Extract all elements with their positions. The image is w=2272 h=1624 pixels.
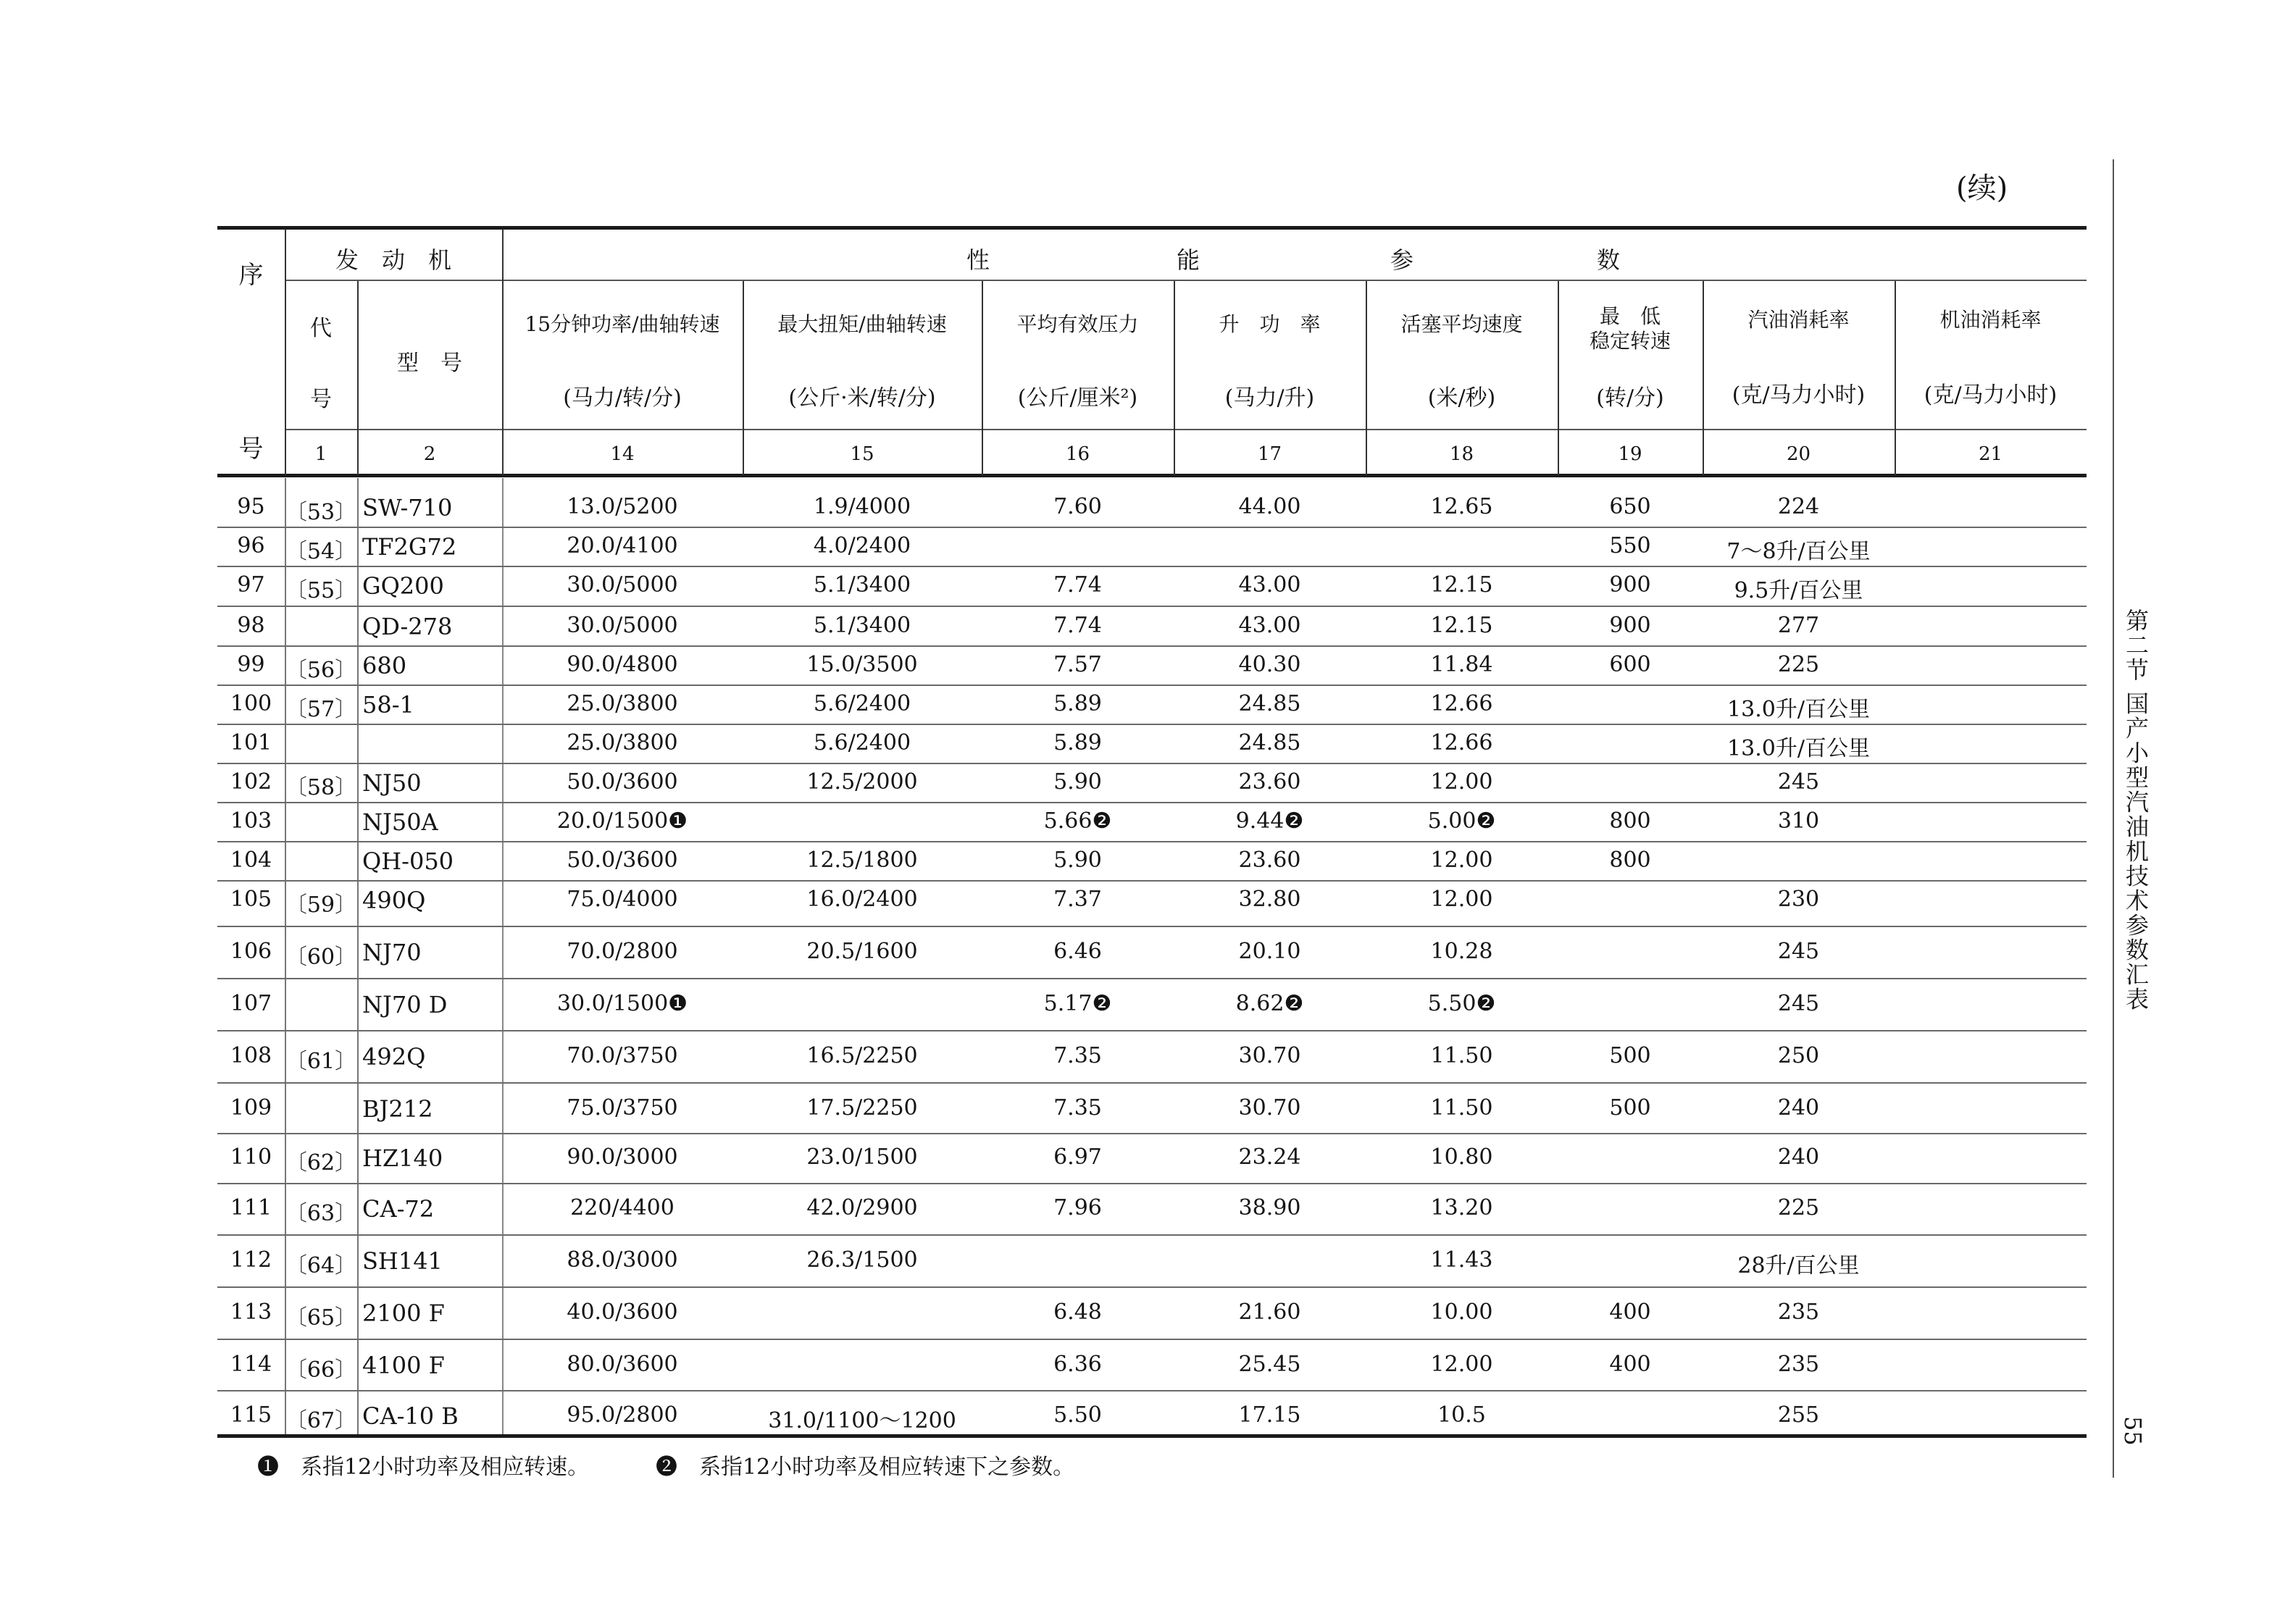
- power-cell: 75.0/3750: [567, 1095, 678, 1121]
- piston-speed-cell: 12.66: [1430, 730, 1493, 756]
- num-15: 15: [850, 443, 874, 465]
- seq-cell: 103: [230, 808, 272, 834]
- fuel-cell: 9.5升/百公里: [1734, 578, 1863, 603]
- row-separator: [217, 1286, 2087, 1288]
- model-header: 型 号: [397, 351, 462, 376]
- seq-header-bottom: 号: [238, 435, 264, 464]
- fuel-cell: 225: [1777, 1195, 1820, 1221]
- liter-power-cell: 23.60: [1238, 769, 1301, 795]
- torque-cell: 5.1/3400: [813, 572, 911, 598]
- seq-cell: 99: [237, 652, 265, 677]
- torque-cell: 5.6/2400: [813, 730, 911, 756]
- fuel-cell: 277: [1777, 613, 1820, 638]
- liter-power-cell: 20.10: [1238, 939, 1301, 964]
- row-separator: [217, 1234, 2087, 1236]
- torque-cell: 23.0/1500: [806, 1144, 918, 1170]
- seq-cell: 100: [230, 691, 272, 716]
- torque-cell: 16.0/2400: [806, 887, 918, 912]
- fuel-cell: 255: [1777, 1402, 1820, 1428]
- seq-cell: 105: [230, 887, 272, 912]
- seq-cell: 109: [230, 1095, 272, 1121]
- model-cell: TF2G72: [362, 533, 457, 561]
- num-model: 2: [423, 443, 436, 465]
- num-20: 20: [1786, 443, 1811, 465]
- seq-cell: 106: [230, 939, 272, 964]
- seq-cell: 104: [230, 847, 272, 873]
- piston-speed-cell: 5.50❷: [1427, 991, 1496, 1016]
- model-cell: 4100 F: [362, 1352, 445, 1379]
- fuel-cell: 235: [1777, 1299, 1820, 1325]
- num-code: 1: [314, 443, 327, 465]
- code-cell: 〔67〕: [285, 1408, 357, 1433]
- code-cell: 〔61〕: [285, 1049, 357, 1074]
- min-speed-cell: 900: [1609, 613, 1651, 638]
- power-cell: 25.0/3800: [567, 730, 678, 756]
- piston-speed-cell: 10.28: [1430, 939, 1493, 964]
- mep-cell: 6.36: [1053, 1352, 1102, 1377]
- torque-cell: 12.5/1800: [806, 847, 918, 873]
- piston-speed-cell: 13.20: [1430, 1195, 1493, 1221]
- liter-power-cell: 17.15: [1238, 1402, 1301, 1428]
- row-separator: [217, 606, 2087, 607]
- model-cell: 58-1: [362, 691, 414, 719]
- col14-unit: (马力/转/分): [563, 385, 682, 411]
- liter-power-cell: 24.85: [1238, 730, 1301, 756]
- piston-speed-cell: 10.5: [1437, 1402, 1486, 1428]
- mep-cell: 7.57: [1053, 652, 1102, 677]
- seq-cell: 112: [230, 1247, 272, 1273]
- piston-speed-cell: 10.80: [1430, 1144, 1493, 1170]
- piston-speed-cell: 11.50: [1430, 1043, 1493, 1068]
- fuel-cell: 240: [1777, 1144, 1820, 1170]
- mep-cell: 7.35: [1053, 1095, 1102, 1121]
- mep-cell: 7.60: [1053, 494, 1102, 519]
- col18-unit: (米/秒): [1427, 385, 1496, 411]
- model-cell: HZ140: [362, 1144, 443, 1172]
- power-cell: 13.0/5200: [567, 494, 678, 519]
- code-cell: 〔60〕: [285, 945, 357, 970]
- num-18: 18: [1449, 443, 1474, 465]
- header-bottom-rule: [217, 474, 2087, 477]
- model-cell: QD-278: [362, 613, 453, 640]
- mep-cell: 7.96: [1053, 1195, 1102, 1221]
- num-16: 16: [1065, 443, 1090, 465]
- seq-cell: 95: [237, 494, 265, 519]
- col20-title: 汽油消耗率: [1747, 308, 1850, 332]
- footnote-1: ❶ 系指12小时功率及相应转速。: [257, 1455, 590, 1480]
- model-cell: CA-72: [362, 1195, 435, 1223]
- row-separator: [217, 763, 2087, 764]
- power-cell: 20.0/1500❶: [556, 808, 688, 834]
- liter-power-cell: 43.00: [1238, 572, 1301, 598]
- model-cell: NJ70: [362, 939, 422, 966]
- v-model: [502, 229, 504, 475]
- mep-cell: 5.90: [1053, 769, 1102, 795]
- continued-label: (续): [1956, 172, 2008, 205]
- min-speed-cell: 500: [1609, 1095, 1651, 1121]
- model-cell: SW-710: [362, 494, 453, 522]
- row-separator: [217, 880, 2087, 882]
- header-rule-1: [286, 280, 2087, 281]
- perf-char-3: 参: [1390, 246, 1413, 274]
- code-cell: 〔59〕: [285, 892, 357, 918]
- power-cell: 220/4400: [570, 1195, 674, 1221]
- seq-cell: 98: [237, 613, 265, 638]
- code-cell: 〔62〕: [285, 1150, 357, 1176]
- fuel-cell: 245: [1777, 991, 1820, 1016]
- mep-cell: 5.89: [1053, 691, 1102, 716]
- fuel-cell: 224: [1777, 494, 1820, 519]
- code-cell: 〔57〕: [285, 697, 357, 722]
- fuel-cell: 7～8升/百公里: [1726, 539, 1871, 564]
- power-cell: 40.0/3600: [567, 1299, 678, 1325]
- fuel-cell: 225: [1777, 652, 1820, 677]
- power-cell: 25.0/3800: [567, 691, 678, 716]
- seq-cell: 97: [237, 572, 265, 598]
- model-cell: 492Q: [362, 1043, 426, 1071]
- liter-power-cell: 24.85: [1238, 691, 1301, 716]
- col15-title: 最大扭矩/曲轴转速: [777, 312, 947, 336]
- min-speed-cell: 500: [1609, 1043, 1651, 1068]
- fuel-cell: 245: [1777, 939, 1820, 964]
- fuel-cell: 310: [1777, 808, 1820, 834]
- piston-speed-cell: 10.00: [1430, 1299, 1493, 1325]
- code-cell: 〔66〕: [285, 1357, 357, 1383]
- row-separator: [217, 724, 2087, 725]
- torque-cell: 31.0/1100～1200: [768, 1408, 956, 1433]
- min-speed-cell: 600: [1609, 652, 1651, 677]
- min-speed-cell: 800: [1609, 847, 1651, 873]
- row-separator: [217, 1133, 2087, 1134]
- row-separator: [217, 841, 2087, 842]
- row-separator: [217, 645, 2087, 647]
- code-cell: 〔55〕: [285, 578, 357, 603]
- piston-speed-cell: 5.00❷: [1427, 808, 1496, 834]
- mep-cell: 5.90: [1053, 847, 1102, 873]
- fuel-cell: 13.0升/百公里: [1727, 697, 1870, 722]
- seq-cell: 102: [230, 769, 272, 795]
- mep-cell: 7.37: [1053, 887, 1102, 912]
- row-separator: [217, 1390, 2087, 1391]
- piston-speed-cell: 12.00: [1430, 887, 1493, 912]
- liter-power-cell: 23.60: [1238, 847, 1301, 873]
- model-cell: BJ212: [362, 1095, 433, 1123]
- num-21: 21: [1978, 443, 2003, 465]
- power-cell: 90.0/3000: [567, 1144, 678, 1170]
- code-cell: 〔56〕: [285, 658, 357, 683]
- mep-cell: 5.66❷: [1043, 808, 1112, 834]
- torque-cell: 17.5/2250: [806, 1095, 918, 1121]
- seq-cell: 96: [237, 533, 265, 558]
- min-speed-cell: 900: [1609, 572, 1651, 598]
- torque-cell: 5.6/2400: [813, 691, 911, 716]
- seq-cell: 113: [230, 1299, 272, 1325]
- model-cell: 2100 F: [362, 1299, 445, 1327]
- model-cell: 490Q: [362, 887, 426, 914]
- piston-speed-cell: 11.50: [1430, 1095, 1493, 1121]
- model-cell: QH-050: [362, 847, 454, 875]
- row-separator: [217, 527, 2087, 528]
- mep-cell: 7.74: [1053, 572, 1102, 598]
- mep-cell: 6.97: [1053, 1144, 1102, 1170]
- power-cell: 30.0/5000: [567, 613, 678, 638]
- power-cell: 50.0/3600: [567, 769, 678, 795]
- row-separator: [217, 685, 2087, 686]
- col21-title: 机油消耗率: [1939, 308, 2042, 332]
- page-number: 55: [2119, 1416, 2147, 1446]
- min-speed-cell: 400: [1609, 1352, 1651, 1377]
- bottom-rule: [217, 1434, 2087, 1438]
- power-cell: 80.0/3600: [567, 1352, 678, 1377]
- seq-cell: 110: [230, 1144, 272, 1170]
- code-header-bottom: 号: [310, 387, 332, 412]
- col16-unit: (公斤/厘米²): [1017, 385, 1138, 411]
- section-title: 第二节 国产小型汽油机技术参数汇表: [2122, 608, 2150, 1012]
- model-cell: 680: [362, 652, 407, 679]
- mep-cell: 5.50: [1053, 1402, 1102, 1428]
- liter-power-cell: 23.24: [1238, 1144, 1301, 1170]
- model-cell: NJ50: [362, 769, 422, 797]
- code-cell: 〔54〕: [285, 539, 357, 564]
- mep-cell: 6.46: [1053, 939, 1102, 964]
- row-separator: [217, 926, 2087, 927]
- row-separator: [217, 566, 2087, 567]
- col20-unit: (克/马力小时): [1732, 382, 1866, 408]
- seq-cell: 101: [230, 730, 272, 756]
- torque-cell: 15.0/3500: [806, 652, 918, 677]
- fuel-cell: 235: [1777, 1352, 1820, 1377]
- row-separator: [217, 1183, 2087, 1184]
- torque-cell: 26.3/1500: [806, 1247, 918, 1273]
- min-speed-cell: 400: [1609, 1299, 1651, 1325]
- code-header-top: 代: [310, 316, 332, 341]
- seq-header-top: 序: [238, 261, 264, 290]
- piston-speed-cell: 12.00: [1430, 1352, 1493, 1377]
- power-cell: 20.0/4100: [567, 533, 678, 558]
- col17-unit: (马力/升): [1224, 385, 1315, 411]
- power-cell: 30.0/5000: [567, 572, 678, 598]
- row-separator: [217, 1082, 2087, 1084]
- col18-title: 活塞平均速度: [1400, 312, 1523, 336]
- mep-cell: 5.17❷: [1043, 991, 1112, 1016]
- piston-speed-cell: 12.65: [1430, 494, 1493, 519]
- code-cell: 〔65〕: [285, 1305, 357, 1331]
- mep-cell: 7.74: [1053, 613, 1102, 638]
- row-separator: [217, 1030, 2087, 1031]
- torque-cell: 20.5/1600: [806, 939, 918, 964]
- power-cell: 75.0/4000: [567, 887, 678, 912]
- torque-cell: 42.0/2900: [806, 1195, 918, 1221]
- perf-char-2: 能: [1176, 246, 1200, 274]
- torque-cell: 4.0/2400: [813, 533, 911, 558]
- power-cell: 70.0/3750: [567, 1043, 678, 1068]
- model-cell: NJ70 D: [362, 991, 448, 1018]
- num-17: 17: [1257, 443, 1282, 465]
- liter-power-cell: 30.70: [1238, 1095, 1301, 1121]
- seq-cell: 114: [230, 1352, 272, 1377]
- min-speed-cell: 650: [1609, 494, 1651, 519]
- col14-title: 15分钟功率/曲轴转速: [525, 312, 720, 336]
- row-separator: [217, 978, 2087, 979]
- model-cell: SH141: [362, 1247, 443, 1275]
- power-cell: 95.0/2800: [567, 1402, 678, 1428]
- col15-unit: (公斤·米/转/分): [788, 385, 936, 411]
- liter-power-cell: 9.44❷: [1235, 808, 1304, 834]
- piston-speed-cell: 11.84: [1430, 652, 1493, 677]
- fuel-cell: 245: [1777, 769, 1820, 795]
- seq-cell: 115: [230, 1402, 272, 1428]
- row-separator: [217, 1339, 2087, 1340]
- liter-power-cell: 21.60: [1238, 1299, 1301, 1325]
- engine-group-header: 发 动 机: [335, 246, 451, 274]
- col17-title: 升 功 率: [1219, 312, 1321, 336]
- num-19: 19: [1618, 443, 1642, 465]
- model-cell: GQ200: [362, 572, 444, 600]
- fuel-cell: 240: [1777, 1095, 1820, 1121]
- mep-cell: 6.48: [1053, 1299, 1102, 1325]
- col19-unit: (转/分): [1596, 385, 1664, 411]
- min-speed-cell: 550: [1609, 533, 1651, 558]
- code-cell: 〔63〕: [285, 1201, 357, 1226]
- seq-cell: 108: [230, 1043, 272, 1068]
- torque-cell: 12.5/2000: [806, 769, 918, 795]
- mep-cell: 5.89: [1053, 730, 1102, 756]
- page-margin-line: [2113, 159, 2114, 1478]
- liter-power-cell: 38.90: [1238, 1195, 1301, 1221]
- code-cell: 〔53〕: [285, 500, 357, 525]
- liter-power-cell: 40.30: [1238, 652, 1301, 677]
- fuel-cell: 28升/百公里: [1737, 1253, 1860, 1278]
- liter-power-cell: 25.45: [1238, 1352, 1301, 1377]
- col16-title: 平均有效压力: [1016, 312, 1139, 336]
- header-rule-2: [286, 429, 2087, 430]
- fuel-cell: 230: [1777, 887, 1820, 912]
- liter-power-cell: 43.00: [1238, 613, 1301, 638]
- code-cell: 〔64〕: [285, 1253, 357, 1278]
- mep-cell: 7.35: [1053, 1043, 1102, 1068]
- power-cell: 30.0/1500❶: [556, 991, 688, 1016]
- col21-unit: (克/马力小时): [1924, 382, 2058, 408]
- torque-cell: 1.9/4000: [813, 494, 911, 519]
- footnote-2: ❷ 系指12小时功率及相应转速下之参数。: [656, 1455, 1075, 1480]
- top-rule: [217, 226, 2087, 230]
- power-cell: 88.0/3000: [567, 1247, 678, 1273]
- model-cell: CA-10 B: [362, 1402, 459, 1430]
- power-cell: 50.0/3600: [567, 847, 678, 873]
- fuel-cell: 13.0升/百公里: [1727, 736, 1870, 761]
- piston-speed-cell: 12.15: [1430, 572, 1493, 598]
- liter-power-cell: 30.70: [1238, 1043, 1301, 1068]
- piston-speed-cell: 12.15: [1430, 613, 1493, 638]
- piston-speed-cell: 12.00: [1430, 847, 1493, 873]
- v-body-code: [357, 478, 359, 1434]
- min-speed-cell: 800: [1609, 808, 1651, 834]
- piston-speed-cell: 12.66: [1430, 691, 1493, 716]
- liter-power-cell: 32.80: [1238, 887, 1301, 912]
- code-cell: 〔58〕: [285, 775, 357, 800]
- perf-char-4: 数: [1596, 246, 1620, 274]
- num-14: 14: [610, 443, 635, 465]
- power-cell: 90.0/4800: [567, 652, 678, 677]
- seq-cell: 111: [230, 1195, 272, 1221]
- model-cell: NJ50A: [362, 808, 438, 836]
- torque-cell: 5.1/3400: [813, 613, 911, 638]
- liter-power-cell: 8.62❷: [1235, 991, 1304, 1016]
- piston-speed-cell: 11.43: [1430, 1247, 1493, 1273]
- torque-cell: 16.5/2250: [806, 1043, 918, 1068]
- row-separator: [217, 802, 2087, 803]
- liter-power-cell: 44.00: [1238, 494, 1301, 519]
- seq-cell: 107: [230, 991, 272, 1016]
- col19-title: 最 低 稳定转速: [1589, 304, 1671, 353]
- power-cell: 70.0/2800: [567, 939, 678, 964]
- piston-speed-cell: 12.00: [1430, 769, 1493, 795]
- fuel-cell: 250: [1777, 1043, 1820, 1068]
- perf-char-1: 性: [966, 246, 990, 274]
